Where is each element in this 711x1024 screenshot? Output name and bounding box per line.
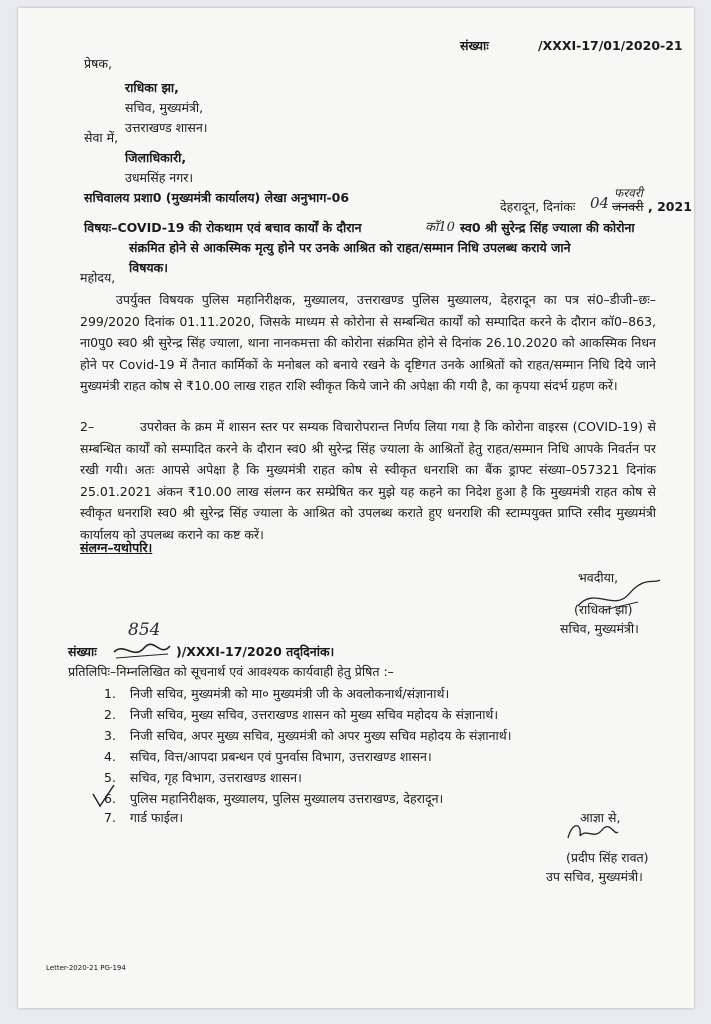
order-signer-name: (प्रदीप सिंह रावत)	[566, 850, 649, 865]
date-month-handwritten: फरवरी	[614, 186, 643, 200]
tick-mark	[90, 782, 116, 812]
subject-line2: संक्रमित होने से आकस्मिक मृत्यु होने पर उनके आश्रित को राहत/सम्मान निधि उपलब्ध कराये जाने	[129, 240, 571, 255]
recipient-name: जिलाधिकारी,	[125, 150, 187, 165]
paragraph-2-number: 2–	[80, 419, 95, 434]
list-item-text: निजी सचिव, मुख्यमंत्री को मा० मुख्यमंत्री जी के अवलोकनार्थ/संज्ञानार्थ।	[129, 686, 450, 701]
list-item-text: गार्ड फाईल।	[129, 810, 184, 825]
sender-label: प्रेषक,	[84, 56, 112, 71]
list-item	[104, 686, 449, 702]
list-item-number: 3.	[104, 728, 116, 743]
list-item	[104, 791, 443, 807]
recipient-district: उधमसिंह नगर।	[125, 170, 194, 185]
list-item-number: 4.	[104, 749, 116, 764]
list-item-text: सचिव, वित्त/आपदा प्रबन्धन एवं पुनर्वास विभाग, उत्तराखण्ड शासन।	[129, 749, 432, 764]
date-year: , 2021	[648, 199, 692, 214]
footer-code: Letter-2020-21 PG-194	[46, 964, 126, 972]
list-item	[104, 810, 183, 826]
subject-line3: विषयक।	[129, 260, 169, 275]
signer-designation: सचिव, मुख्यमंत्री।	[560, 621, 639, 636]
recipient-label: सेवा में,	[84, 130, 119, 145]
enclosure: संलग्न–यथोपरि।	[80, 540, 153, 555]
letter-page	[18, 8, 694, 1008]
order-signer-designation: उप सचिव, मुख्यमंत्री।	[546, 869, 643, 884]
salutation: महोदय,	[80, 270, 116, 285]
paragraph-2: उपरोक्त के क्रम में शासन स्तर पर सम्यक विचारोपरान्त निर्णय लिया गया है कि कोरोना वाइरस (COVID-19) से सम्बन्धित कार्यों को सम्पादित करने के दौरान स्व0 श्री सुरेन्द्र सिंह ज्याला के आश्रितों हेतु राहत/सम्मान निधि आपके निवर्तन पर रखी गयी। अतः आपसे अपेक्षा है कि मुख्यमंत्री राहत कोष से स्वीकृत धनराशि का बैंक ड्राफ्ट संख्या–057321 दिनांक 25.01.2021 अंकन ₹10.00 लाख संलग्न कर सम्प्रेषित कर मुझे यह कहने का निदेश हुआ है कि मुख्यमंत्री राहत कोष से स्वीकृत धनराशि स्व0 श्री सुरेन्द्र सिंह ज्याला के आश्रित को उपलब्ध कराते हुए धनराशि की स्टाम्पयुक्त प्राप्ति रसीद मुख्यमंत्री कार्यालय को उपलब्ध कराने का कष्ट करें।	[80, 419, 656, 542]
list-item-text: सचिव, गृह विभाग, उत्तराखण्ड शासन।	[129, 770, 302, 785]
list-item-number: 7.	[104, 810, 116, 825]
subject-line1-a: विषयः–COVID-19 की रोकथाम एवं बचाव कार्यों के दौरान	[84, 220, 362, 235]
sender-name: राधिका झा,	[125, 80, 179, 95]
sender-designation: सचिव, मुख्यमंत्री,	[125, 100, 204, 115]
list-item	[104, 707, 498, 723]
closing: भवदीया,	[578, 570, 619, 585]
by-order: आज्ञा से,	[580, 810, 621, 825]
copy-ref-scribble	[112, 640, 174, 662]
list-item	[104, 749, 432, 765]
date-day-handwritten: 04	[590, 194, 610, 212]
list-item-number: 1.	[104, 686, 116, 701]
signer-name: (राधिका झा)	[574, 602, 633, 617]
subject-line1-b: स्व0 श्री सुरेन्द्र सिंह ज्याला की कोरोना	[460, 220, 635, 235]
section-line: सचिवालय प्रशा0 (मुख्यमंत्री कार्यालय) लेखा अनुभाग-06	[84, 190, 350, 205]
copy-ref-number: )/XXXI-17/2020 तद्‌दिनांक।	[176, 644, 335, 659]
subject-line1-handwritten: कॉ10	[425, 220, 455, 235]
list-item-text: निजी सचिव, मुख्य सचिव, उत्तराखण्ड शासन को मुख्य सचिव महोदय के संज्ञानार्थ।	[129, 707, 499, 722]
list-item-text: निजी सचिव, अपर मुख्य सचिव, मुख्यमंत्री को अपर मुख्य सचिव महोदय के संज्ञानार्थ।	[129, 728, 512, 743]
ref-number: /XXXI-17/01/2020-21	[538, 38, 683, 53]
date-month-struck: जनवरी	[612, 199, 644, 214]
list-item-text: पुलिस महानिरीक्षक, मुख्यालय, पुलिस मुख्यालय उत्तराखण्ड, देहरादून।	[129, 791, 444, 806]
date-place: देहरादून, दिनांकः	[500, 199, 576, 214]
sender-office: उत्तराखण्ड शासन।	[125, 120, 208, 135]
paragraph-1: उपर्युक्त विषयक पुलिस महानिरीक्षक, मुख्यालय, उत्तराखण्ड पुलिस मुख्यालय, देहरादून का पत्र सं0–डीजी–छः–299/2020 दिनांक 01.11.2020, जिसके माध्यम से कोरोना से सम्बन्धित कार्यों को सम्पादित करने के दौरान कॉ0–863, ना0पु0 स्व0 श्री सुरेन्द्र सिंह ज्याला, थाना नानकमत्ता की कोरोना संक्रमित होने से दिनांक 26.10.2020 को आकस्मिक निधन होने पर Covid-19 में तैनात कार्मिकों के मनोबल को बनाये रखने के दृष्टिगत उनके आश्रितों को राहत/सम्मान निधि दिये जाने मुख्यमंत्री राहत कोष से ₹10.00 लाख राहत राशि स्वीकृत किये जाने की अपेक्षा की गयी है, का कृपया संदर्भ ग्रहण करें।	[80, 292, 656, 393]
list-item-number: 6.	[104, 791, 116, 806]
list-item-number: 2.	[104, 707, 116, 722]
copy-ref-handwritten-number: 854	[128, 620, 161, 640]
list-item-number: 5.	[104, 770, 116, 785]
signature-pradeep	[562, 818, 622, 848]
copy-ref-label: संख्याः	[68, 644, 97, 659]
copy-intro: प्रतिलिपिः–निम्नलिखित को सूचनार्थ एवं आवश्यक कार्यवाही हेतु प्रेषित :–	[68, 664, 394, 679]
list-item	[104, 728, 512, 744]
ref-label: संख्याः	[460, 38, 489, 53]
list-item	[104, 770, 302, 786]
